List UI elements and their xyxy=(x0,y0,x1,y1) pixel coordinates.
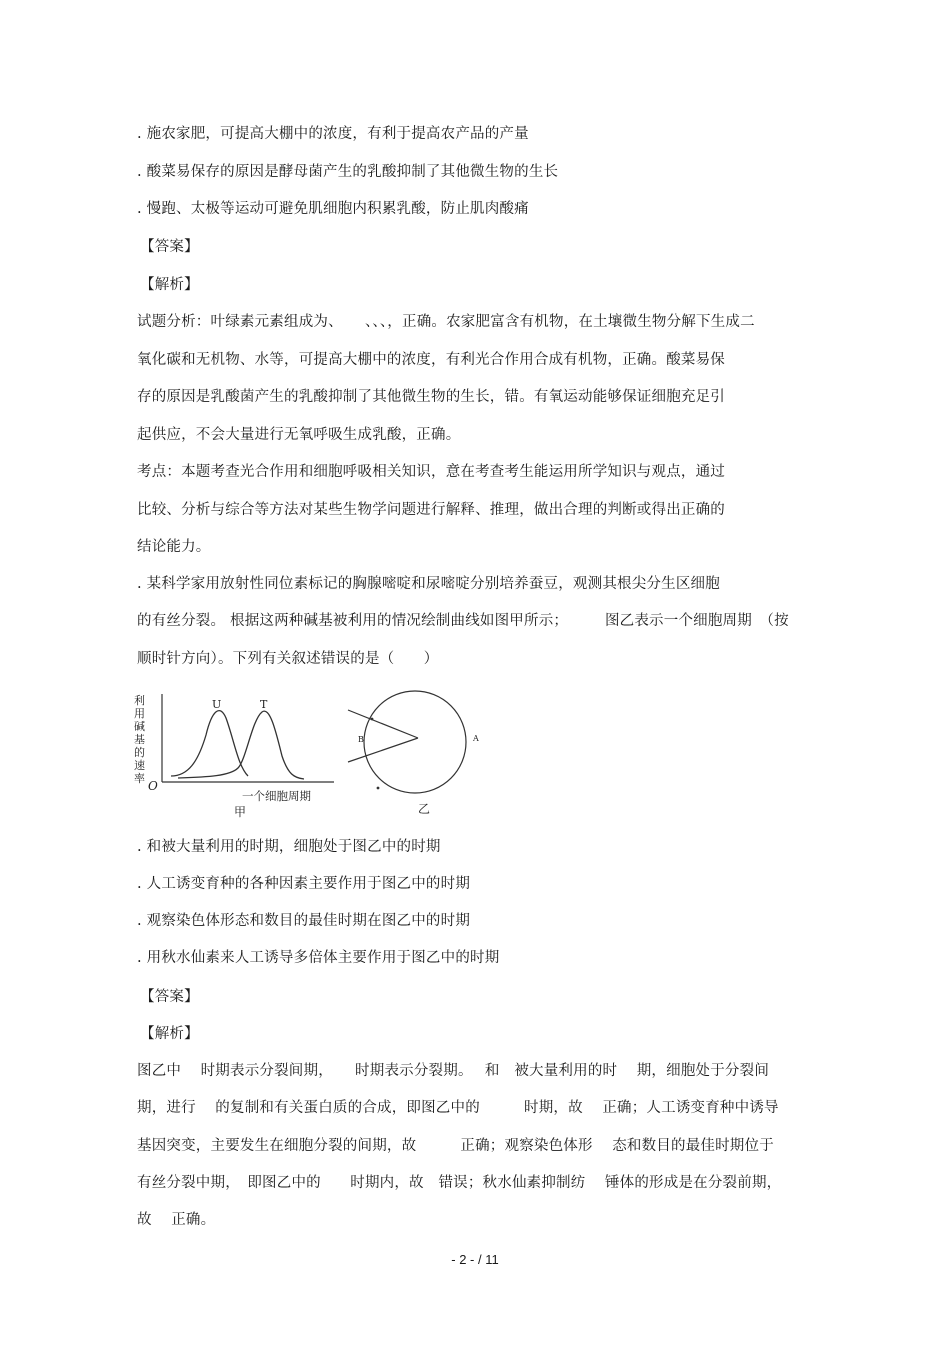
figure-jia-chart xyxy=(134,690,338,820)
doc-line-q2-analysis-4: 有丝分裂中期， 即图乙中的 时期内，故 错误；秋水仙素抑制纺 锤体的形成是在分裂前期， xyxy=(137,1175,782,1191)
doc-line-q1-analysis-3: 存的原因是乳酸菌产生的乳酸抑制了其他微生物的生长，错。有氧运动能够保证细胞充足引 xyxy=(137,389,725,405)
doc-line-q2-opt-b: . 人工诱变育种的各种因素主要作用于图乙中的时期 xyxy=(137,876,471,892)
doc-line-q1-kaodian-2: 比较、分析与综合等方法对某些生物学问题进行解释、推理，做出合理的判断或得出正确的 xyxy=(137,502,725,518)
jia-ylabel-char: 基 xyxy=(134,733,145,746)
analysis-label: 【解析】 xyxy=(140,277,199,293)
answer-label: 【答案】 xyxy=(140,989,199,1005)
yi-wedge-upper-line xyxy=(348,710,418,738)
jia-ylabel-char: 用 xyxy=(134,707,145,720)
jia-caption: 甲 xyxy=(234,805,247,819)
jia-ylabel-char: 率 xyxy=(134,772,145,785)
doc-line-q2-analysis-5: 故 正确。 xyxy=(137,1212,216,1228)
doc-line-q1-analysis-2: 氧化碳和无机物、水等，可提高大棚中的浓度，有利光合作用合成有机物，正确。酸菜易保 xyxy=(137,352,725,368)
yi-cycle-circle xyxy=(364,691,466,793)
yi-label-b: B xyxy=(358,735,364,744)
doc-line-q1-kaodian-1: 考点：本题考查光合作用和细胞呼吸相关知识，意在考查考生能运用所学知识与观点，通过 xyxy=(137,464,725,480)
jia-ylabel-char: 利 xyxy=(134,694,145,707)
doc-line-q2-opt-a: . 和被大量利用的时期，细胞处于图乙中的时期 xyxy=(137,839,441,855)
jia-ylabel-char: 速 xyxy=(134,759,145,772)
jia-t-curve xyxy=(178,711,304,779)
doc-line-q2-stem-3: 顺时针方向）。下列有关叙述错误的是（ ） xyxy=(137,651,439,667)
jia-origin-label: O xyxy=(148,779,158,793)
doc-line-q2-opt-d: . 用秋水仙素来人工诱导多倍体主要作用于图乙中的时期 xyxy=(137,950,500,966)
doc-line-q1-analysis-1: 试题分析：叶绿素元素组成为、 、、、，正确。农家肥富含有机物，在土壤微生物分解下生成二 xyxy=(137,314,755,330)
doc-line-q2-stem-2: 的有丝分裂。 根据这两种碱基被利用的情况绘制曲线如图甲所示； 图乙表示一个细胞周期 （按 xyxy=(137,613,789,629)
doc-line-q2-analysis-1: 图乙中 时期表示分裂间期， 时期表示分裂期。 和 被大量利用的时 期，细胞处于分裂间 xyxy=(137,1063,770,1079)
answer-label: 【答案】 xyxy=(140,239,199,255)
page-number: - 2 - / 11 xyxy=(451,1252,499,1267)
jia-ylabel-char: 的 xyxy=(134,746,145,759)
doc-line-q2-opt-c: . 观察染色体形态和数目的最佳时期在图乙中的时期 xyxy=(137,913,471,929)
jia-t-label: T xyxy=(260,698,268,711)
jia-u-label: U xyxy=(212,698,222,711)
doc-line-q2-analysis-3: 基因突变，主要发生在细胞分裂的间期，故 正确；观察染色体形 态和数目的最佳时期位于 xyxy=(137,1138,774,1154)
doc-line-q1-opt-b: . 施农家肥，可提高大棚中的浓度，有利于提高农产品的产量 xyxy=(137,126,529,142)
yi-dot-upper xyxy=(371,718,374,721)
figure-yi-cycle-diagram xyxy=(340,700,490,820)
doc-line-q1-opt-c: . 酸菜易保存的原因是酵母菌产生的乳酸抑制了其他微生物的生长 xyxy=(137,164,559,180)
doc-line-q1-kaodian-3: 结论能力。 xyxy=(137,539,211,555)
yi-caption: 乙 xyxy=(418,802,431,816)
doc-line-q2-analysis-2: 期，进行 的复制和有关蛋白质的合成，即图乙中的 时期，故 正确；人工诱变育种中诱导 xyxy=(137,1100,779,1116)
yi-label-a: A xyxy=(473,734,479,743)
doc-line-q1-analysis-4: 起供应，不会大量进行无氧呼吸生成乳酸，正确。 xyxy=(137,427,461,443)
jia-u-curve xyxy=(171,711,248,776)
jia-ylabel-char: 碱 xyxy=(134,720,145,733)
analysis-label: 【解析】 xyxy=(140,1026,199,1042)
doc-line-q2-stem-1: . 某科学家用放射性同位素标记的胸腺嘧啶和尿嘧啶分别培养蚕豆，观测其根尖分生区细胞 xyxy=(137,576,720,592)
jia-ylabel xyxy=(134,693,145,785)
doc-line-q1-opt-d: . 慢跑、太极等运动可避免肌细胞内积累乳酸，防止肌肉酸痛 xyxy=(137,201,529,217)
yi-dot-lower xyxy=(377,787,380,790)
jia-xlabel: 一个细胞周期 xyxy=(242,789,311,803)
